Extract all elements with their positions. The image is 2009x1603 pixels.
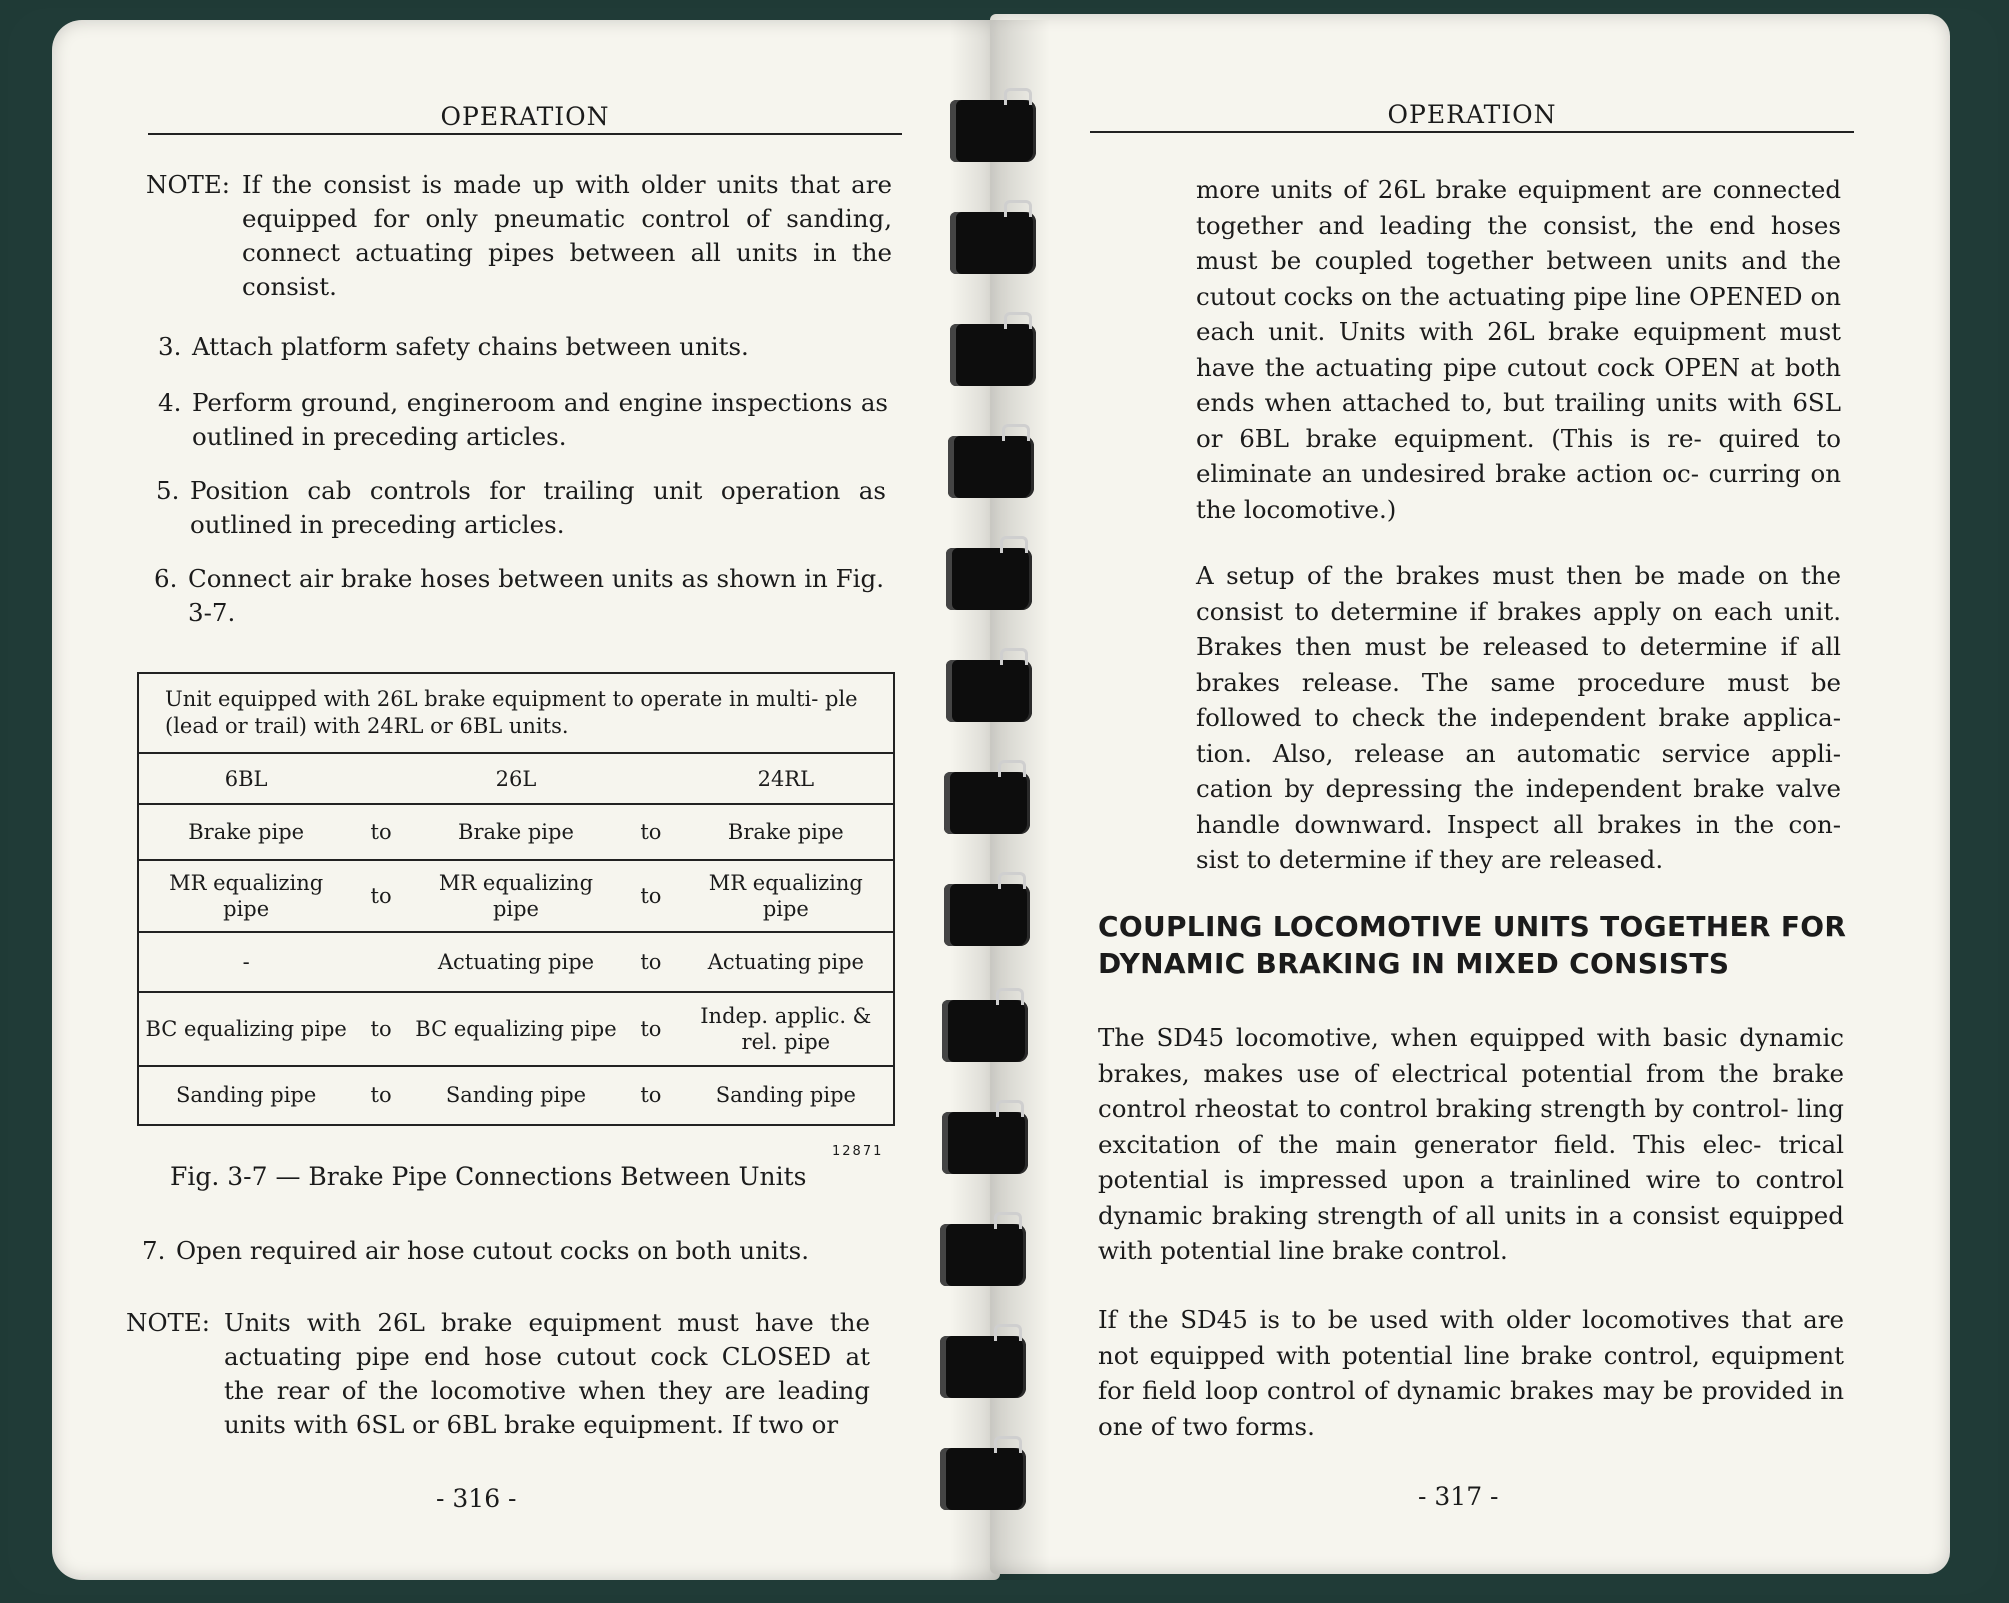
step-text: Perform ground, engineroom and engine inspections as outlined in preceding articles. (192, 388, 888, 451)
cell-24rl: Sanding pipe (715, 1082, 856, 1107)
step-6 (154, 562, 884, 630)
cell-26l: Brake pipe (458, 820, 574, 844)
cell-to: to (640, 820, 662, 844)
cell-6bl: Brake pipe (188, 820, 305, 844)
page-number-right: - 317 - (1418, 1482, 1499, 1511)
binding-coil (940, 1448, 1026, 1510)
binding-coil (950, 324, 1036, 386)
step-text: Connect air brake hoses between units as shown in Fig. 3-7. (188, 564, 884, 627)
step-4 (158, 386, 888, 454)
cell-to: to (640, 1082, 662, 1107)
cell-26l: MR equalizing pipe (438, 871, 594, 921)
running-head-left: OPERATION (148, 102, 902, 135)
brake-connections-table (139, 754, 893, 1122)
figure-title: Fig. 3-7 — Brake Pipe Connections Between Units (170, 1162, 807, 1191)
note-text: Units with 26L brake equipment must have the actuating pipe end hose cutout cock CLOSED at the rear of the locomotive when they are leading units with 6SL or 6BL brake equipment. If two or (224, 1308, 870, 1439)
cell-6bl: - (242, 950, 250, 974)
table-row (139, 932, 893, 992)
cell-24rl: Indep. applic. & rel. pipe (700, 1004, 872, 1054)
step-number: 7. (142, 1236, 166, 1265)
header-spacer (353, 754, 409, 804)
cell-to (353, 932, 409, 992)
cell-24rl: Actuating pipe (707, 950, 864, 974)
table-row (139, 1066, 893, 1122)
cell-to: to (640, 1017, 662, 1041)
step-text: Position cab controls for trailing unit operation as outlined in preceding articles. (190, 476, 886, 539)
table-row (139, 992, 893, 1066)
step-number: 3. (158, 332, 182, 361)
binding-coil (944, 884, 1030, 946)
note-actuating-pipe (126, 1306, 870, 1442)
cell-24rl: Brake pipe (727, 820, 844, 844)
figure-number: 12871 (832, 1144, 884, 1159)
cell-to: to (370, 1017, 392, 1041)
step-7 (142, 1234, 882, 1268)
cell-6bl: MR equalizing pipe (169, 871, 324, 921)
binding-coil (948, 436, 1034, 498)
cell-to: to (640, 884, 662, 908)
brake-setup-paragraph: A setup of the brakes must then be made on the consist to determine if brakes apply on each unit. Brakes then must be released to determine if all brakes release. The same procedure must be followed to check the independent brake applica- tion. Also, release an automatic service appli- cation by depressing the independent brake valve handle downward. Inspect all brakes in the con- sist to determine if they are released. (1196, 561, 1841, 874)
table-row (139, 860, 893, 932)
step-number: 6. (154, 564, 178, 593)
header-6bl: 6BL (224, 766, 268, 791)
step-number: 4. (158, 388, 182, 417)
table-header-row (139, 754, 893, 804)
section-heading: COUPLING LOCOMOTIVE UNITS TOGETHER FOR DYNAMIC BRAKING IN MIXED CONSISTS (1098, 910, 1847, 980)
cell-to: to (370, 1082, 392, 1107)
binding-coil (942, 1000, 1028, 1062)
step-text: Open required air hose cutout cocks on both units. (176, 1236, 810, 1265)
binding-coil (940, 1336, 1026, 1398)
cell-26l: BC equalizing pipe (415, 1017, 617, 1041)
cell-6bl: Sanding pipe (176, 1082, 317, 1107)
note-label: NOTE: (146, 170, 231, 199)
binding-coil (950, 212, 1036, 274)
step-number: 5. (156, 476, 180, 505)
figure-caption: Unit equipped with 26L brake equipment to operate in multi- ple (lead or trail) with 24RL or 6BL units. (139, 674, 893, 754)
binding-coil (946, 548, 1032, 610)
binding-coil (940, 1224, 1026, 1286)
binding-coil (950, 100, 1036, 162)
continuation-paragraph: more units of 26L brake equipment are connected together and leading the consist, the end hoses must be coupled together between units and the cutout cocks on the actuating pipe line OPENED on each unit. Units with 26L brake equipment must have the actuating pipe cutout cock OPEN at both ends when attached to, but trailing units with 6SL or 6BL brake equipment. (This is re- quired to eliminate an undesired brake action oc- curring on the locomotive.) (1196, 175, 1841, 524)
note-text: If the consist is made up with older units that are equipped for only pneumatic control of sanding, connect actuating pipes between all units in the consist. (242, 170, 892, 301)
older-locomotives-paragraph: If the SD45 is to be used with older locomotives that are not equipped with potential line brake control, equipment for field loop control of dynamic brakes may be provided in one of two forms. (1098, 1305, 1844, 1441)
cell-to: to (640, 950, 662, 974)
cell-26l: Actuating pipe (437, 950, 595, 974)
binding-coil (942, 1112, 1028, 1174)
note-sanding (146, 168, 892, 304)
cell-to: to (370, 884, 392, 908)
header-spacer (623, 754, 679, 804)
step-5 (156, 474, 886, 542)
cell-24rl: MR equalizing pipe (708, 871, 863, 921)
figure-3-7-table (137, 672, 895, 1126)
note-label: NOTE: (126, 1308, 211, 1337)
cell-26l: Sanding pipe (445, 1082, 587, 1107)
table-row (139, 804, 893, 860)
cell-6bl: BC equalizing pipe (145, 1017, 347, 1041)
header-26l: 26L (495, 766, 537, 791)
header-24rl: 24RL (757, 766, 815, 791)
binding-coil (946, 660, 1032, 722)
binding-coil (944, 772, 1030, 834)
page-number-left: - 316 - (436, 1484, 517, 1513)
running-head-right: OPERATION (1090, 100, 1854, 133)
step-text: Attach platform safety chains between units. (192, 332, 749, 361)
cell-to: to (370, 820, 392, 844)
step-3 (158, 330, 888, 364)
sd45-paragraph: The SD45 locomotive, when equipped with basic dynamic brakes, makes use of electrical potential from the brake control rheostat to control braking strength by control- ling excitation of the main generator field. This elec- trical potential is impressed upon a trainlined wire to control dynamic braking strength of all units in a consist equipped with potential line brake control. (1098, 1023, 1844, 1265)
